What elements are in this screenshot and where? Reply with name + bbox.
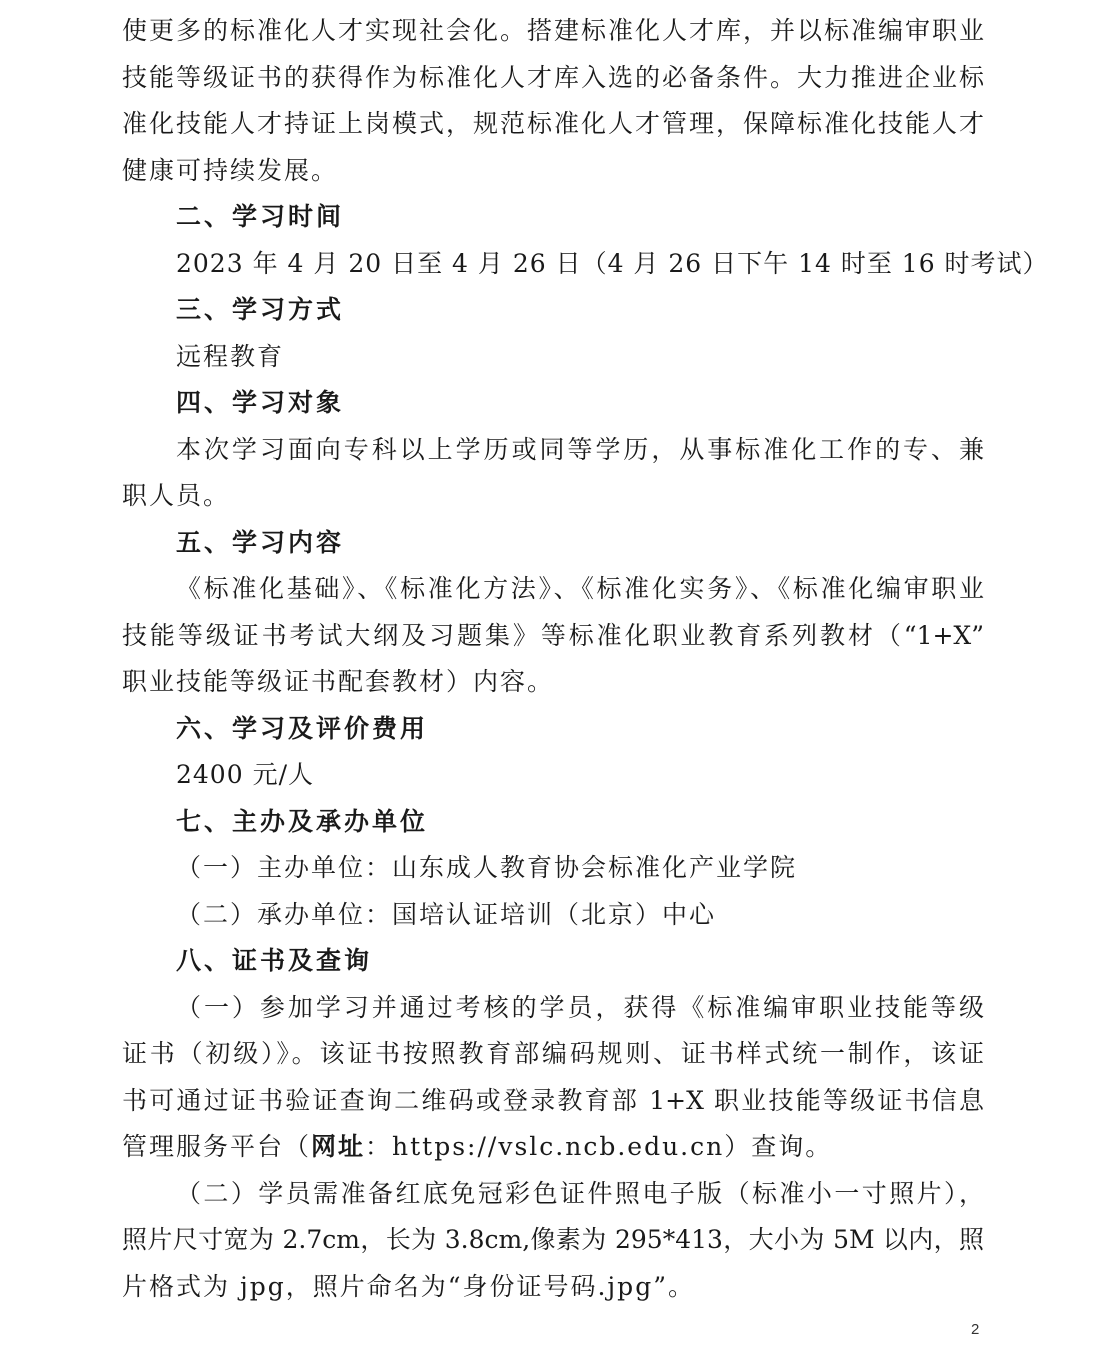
study-time-text: 2023 年 4 月 20 日至 4 月 26 日（4 月 26 日下午 14 时至 16 时考试） [176, 248, 1049, 278]
study-content-line-1: 《标准化基础》、《标准化方法》、《标准化实务》、《标准化编审职业 [176, 574, 984, 603]
certificate-para1-line-3: 书可通过证书验证查询二维码或登录教育部 1+X 职业技能等级证书信息 [122, 1085, 984, 1115]
host-unit-text: （一）主办单位：山东成人教育协会标准化产业学院 [176, 853, 798, 882]
website-label: 网址 [311, 1132, 366, 1161]
study-method-text: 远程教育 [176, 341, 285, 371]
intro-line-4: 健康可持续发展。 [122, 155, 339, 185]
section-study-time-heading: 二、学习时间 [176, 202, 345, 231]
certificate-para2-line-1: （二）学员需准备红底免冠彩色证件照电子版（标准小一寸照片）， [176, 1178, 984, 1208]
fees-text: 2400 元/人 [176, 760, 314, 789]
page-number: 2 [971, 1321, 980, 1338]
organizer-unit-text: （二）承办单位：国培认证培训（北京）中心 [176, 899, 717, 929]
section-study-target-heading: 四、学习对象 [176, 388, 345, 417]
section-certificate-heading: 八、证书及查询 [176, 946, 373, 975]
study-content-line-2: 技能等级证书考试大纲及习题集》等标准化职业教育系列教材（“1+X” [122, 620, 984, 650]
certificate-para1-line-2: 证书（初级）》。该证书按照教育部编码规则、证书样式统一制作，该证 [122, 1039, 984, 1068]
section-organizers-heading: 七、主办及承办单位 [176, 806, 429, 836]
section-study-method-heading: 三、学习方式 [176, 295, 345, 324]
website-url-text: ：https://vslc.ncb.edu.cn）查询。 [365, 1132, 833, 1161]
platform-prefix: 管理服务平台（ [122, 1132, 312, 1161]
section-study-content-heading: 五、学习内容 [176, 527, 345, 557]
certificate-para1-line-4 [122, 1124, 984, 1171]
study-target-line-2: 职人员。 [122, 481, 231, 510]
intro-line-2: 技能等级证书的获得作为标准化人才库入选的必备条件。大力推进企业标 [122, 62, 984, 92]
study-content-line-3: 职业技能等级证书配套教材）内容。 [122, 667, 555, 696]
certificate-para2-line-2: 照片尺寸宽为 2.7cm，长为 3.8cm,像素为 295*413，大小为 5M 以内，照 [122, 1225, 984, 1254]
intro-line-1: 使更多的标准化人才实现社会化。搭建标准化人才库，并以标准编审职业 [122, 16, 984, 45]
document-page [122, 8, 1049, 1310]
section-fees-heading: 六、学习及评价费用 [176, 713, 429, 743]
certificate-para1-line-1: （一）参加学习并通过考核的学员，获得《标准编审职业技能等级 [176, 992, 984, 1022]
intro-line-3: 准化技能人才持证上岗模式，规范标准化人才管理，保障标准化技能人才 [122, 109, 984, 138]
certificate-para2-line-3: 片格式为 jpg，照片命名为“身份证号码.jpg”。 [122, 1271, 695, 1301]
study-target-line-1: 本次学习面向专科以上学历或同等学历，从事标准化工作的专、兼 [176, 434, 984, 464]
